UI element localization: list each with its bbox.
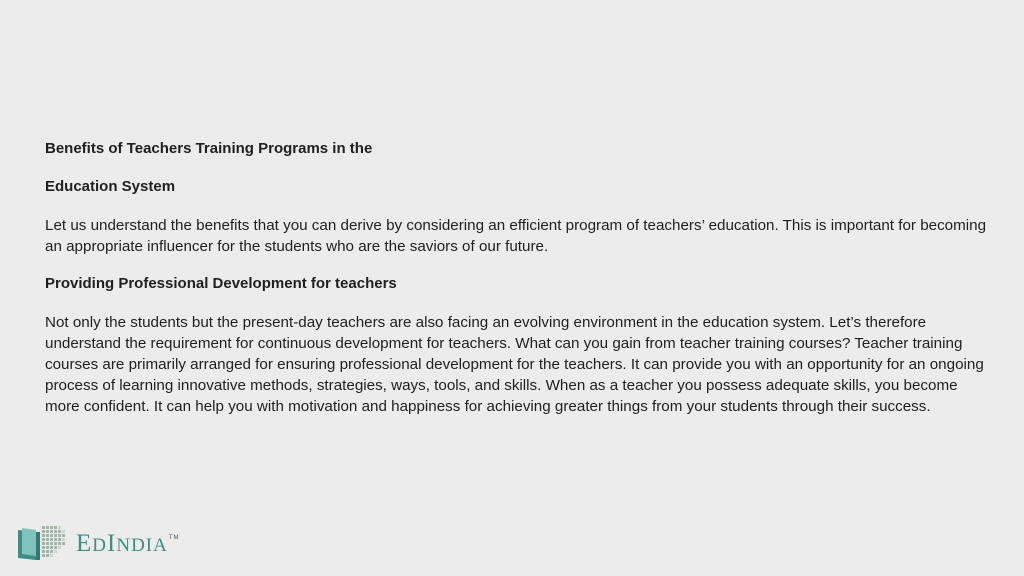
paragraph-intro: Let us understand the benefits that you can derive by considering an efficient program of teachers’ education. This is important for becoming an appropriate influencer for the students who are the saviors of our future. <box>45 217 987 255</box>
logo-letter-e: E <box>76 530 93 557</box>
logo-letters-d: D <box>92 535 108 556</box>
logo-letters-ndia: NDIA <box>116 535 168 556</box>
heading-benefits: Benefits of Teachers Training Programs in the <box>45 140 373 157</box>
heading-professional-development: Providing Professional Development for teachers <box>45 275 397 292</box>
trademark-mark: TM <box>168 535 180 541</box>
slide-content <box>45 139 990 434</box>
logo-wordmark <box>76 530 180 558</box>
paragraph-professional-development: Not only the students but the present-day teachers are also facing an evolving environment in the education system. Let’s therefore understand the requirement for continuous development for teachers. What can you gain from teacher training courses? Teacher training courses are primarily arranged for ensuring professional development for the teachers. It can provide you with an opportunity for an ongoing process of learning innovative methods, strategies, ways, tools, and skills. When as a teacher you possess adequate skills, you become more confident. It can help you with motivation and happiness for achieving greater things from your students through their success. <box>45 314 984 415</box>
logo-letter-i: I <box>107 530 117 557</box>
heading-education-system: Education System <box>45 178 176 195</box>
book-icon <box>16 522 68 562</box>
edindia-logo <box>16 522 180 562</box>
